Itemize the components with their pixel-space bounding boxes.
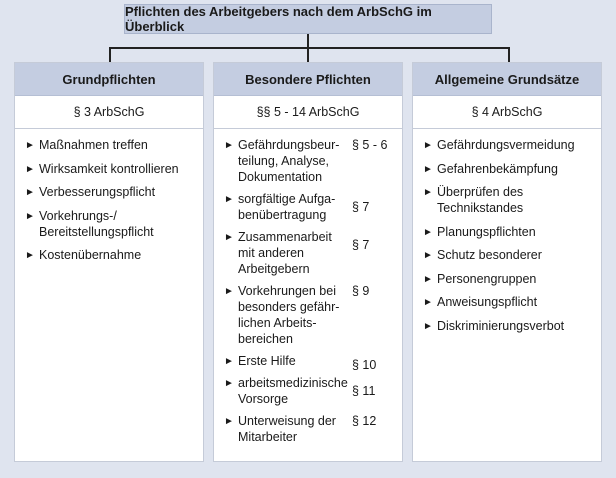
column-heading: Grundpflichten xyxy=(15,63,203,96)
list-item: ► Vorkehrungen bei besonders gefährlichen Arbeitsbereichen § 9 xyxy=(224,283,392,347)
list-item: ► Planungspflichten xyxy=(423,224,536,239)
list-item: ► Wirksamkeit kontrollieren xyxy=(25,161,179,176)
bullet-icon: ► xyxy=(423,273,433,285)
connector-bar xyxy=(109,47,509,49)
paragraph-ref: § 11 xyxy=(352,384,376,398)
list-item: ► Diskriminierungsverbot xyxy=(423,318,565,333)
paragraph-ref: § 10 xyxy=(352,358,377,372)
bullet-icon: ► xyxy=(224,416,234,427)
list-item: ► Kostenübernahme xyxy=(25,248,142,262)
column-besondere-pflichten xyxy=(213,62,403,462)
list-item: ► Gefährdungsbeurteilung, Analyse, Dokumentation § 5 - 6 xyxy=(224,137,392,185)
column-grundpflichten xyxy=(14,62,204,462)
connector-trunk xyxy=(307,34,309,48)
column-subheading: § 3 ArbSchG xyxy=(15,96,203,129)
list-item: ► Maßnahmen treffen xyxy=(25,138,148,152)
bullet-icon: ► xyxy=(25,163,35,175)
item-list xyxy=(15,129,203,263)
bullet-icon: ► xyxy=(224,286,234,297)
list-item: ► arbeitsmedizinische Vorsorge § 11 xyxy=(224,375,392,407)
bullet-icon: ► xyxy=(25,140,35,151)
list-item: ► Gefahrenbekämpfung xyxy=(423,161,558,176)
connector-middle xyxy=(307,47,309,62)
bullet-icon: ► xyxy=(224,232,234,243)
list-item: ► Zusammenarbeit mit anderen Arbeitgebern § 7 xyxy=(224,229,392,277)
bullet-icon: ► xyxy=(25,250,35,261)
list-item: ► Schutz besonderer xyxy=(423,248,542,262)
paragraph-ref: § 7 xyxy=(352,238,370,252)
list-item: ► Gefährdungsvermeidung xyxy=(423,138,575,152)
list-item: ► Unterweisung der Mitarbeiter § 12 xyxy=(224,413,392,445)
list-item: ► Vorkehrungs-/ Bereitstellungspflicht xyxy=(25,208,154,239)
column-subheading: §§ 5 - 14 ArbSchG xyxy=(214,96,402,129)
list-item: ► Anweisungspflicht xyxy=(423,295,538,309)
list-item: ► Verbesserungspflicht xyxy=(25,185,156,199)
column-allgemeine-grundsaetze xyxy=(412,62,602,462)
bullet-icon: ► xyxy=(224,194,234,205)
bullet-icon: ► xyxy=(224,378,234,389)
bullet-icon: ► xyxy=(423,140,433,151)
list-item: ► sorgfältige Aufgabenübertragung § 7 xyxy=(224,191,392,223)
bullet-icon: ► xyxy=(423,320,433,332)
bullet-icon: ► xyxy=(224,356,234,367)
list-item: ► Personengruppen xyxy=(423,271,537,286)
column-heading: Allgemeine Grundsätze xyxy=(413,63,601,96)
paragraph-ref: § 5 - 6 xyxy=(352,138,388,152)
bullet-icon: ► xyxy=(423,297,433,308)
bullet-icon: ► xyxy=(423,163,433,175)
bullet-icon: ► xyxy=(423,187,433,198)
connector-left xyxy=(109,47,111,62)
bullet-icon: ► xyxy=(25,210,35,222)
paragraph-ref: § 12 xyxy=(352,414,377,428)
bullet-icon: ► xyxy=(423,226,433,238)
bullet-icon: ► xyxy=(224,140,234,151)
column-heading: Besondere Pflichten xyxy=(214,63,402,96)
list-item: ► Erste Hilfe § 10 xyxy=(224,353,392,369)
paragraph-ref: § 9 xyxy=(352,284,370,298)
item-list xyxy=(413,129,601,334)
paragraph-ref: § 7 xyxy=(352,200,370,214)
list-item: ► Überprüfen des Technikstandes xyxy=(423,185,524,215)
bullet-icon: ► xyxy=(423,250,433,261)
column-subheading: § 4 ArbSchG xyxy=(413,96,601,129)
bullet-icon: ► xyxy=(25,187,35,198)
item-list xyxy=(214,129,402,445)
connector-right xyxy=(508,47,510,62)
diagram-title: Pflichten des Arbeitgebers nach dem ArbSchG im Überblick xyxy=(124,4,492,34)
